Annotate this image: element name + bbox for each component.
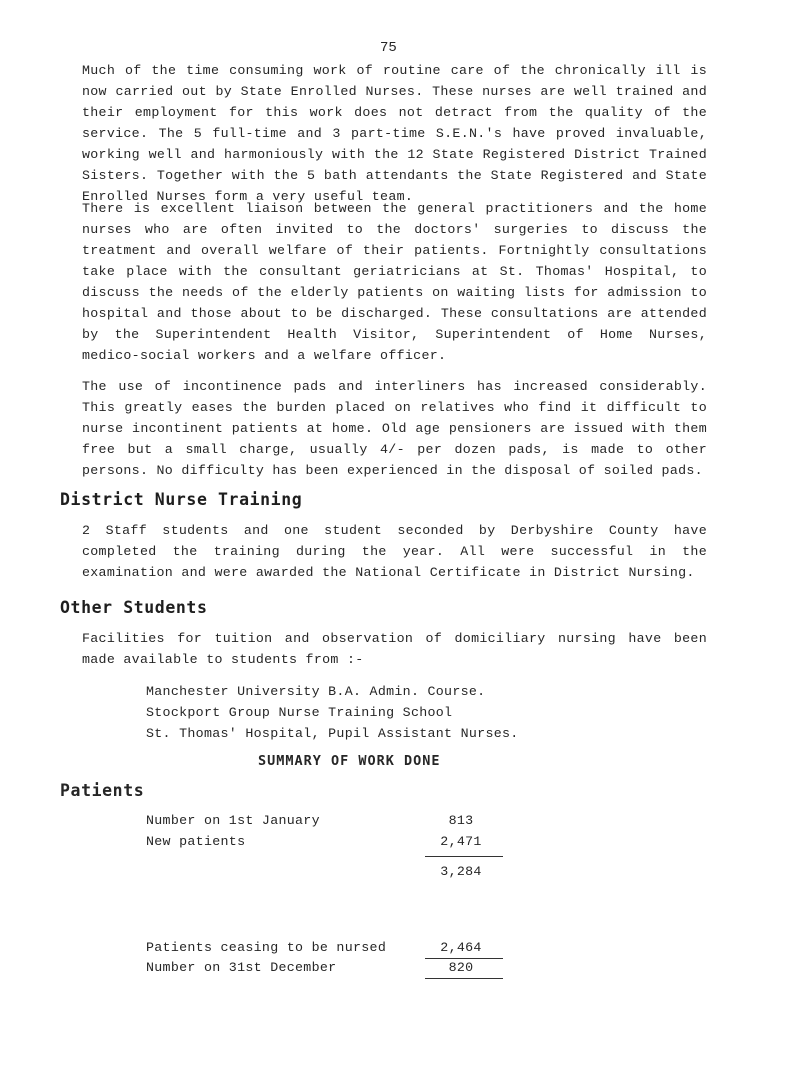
- paragraph-liaison: There is excellent liaison between the general practitioners and the home nurses who are often invited to the doctors' surgeries to discuss the treatment and overall welfare of their patients. Fortnightly consultations take place with the consultant geriatricians at St. Thomas' Hospital, to discuss the needs of the elderly patients on waiting lists for admission to hospital and those about to be discharged. These consultations are attended by the Superintendent Health Visitor, Superintendent of Home Nurses, medico-social workers and a welfare officer.: [82, 201, 707, 363]
- sum-rule: [425, 856, 503, 857]
- heading-other-students: Other Students: [60, 598, 208, 617]
- stat-label-jan1: Number on 1st January: [146, 813, 320, 828]
- stat-value-new: 2,471: [440, 834, 482, 849]
- stat-value-dec31: 820: [448, 960, 474, 975]
- list-item: St. Thomas' Hospital, Pupil Assistant Nurses.: [146, 726, 519, 741]
- paragraph-district-training: 2 Staff students and one student seconded by Derbyshire County have completed the training during the year. All were successful in the examination and were awarded the National Certificate in District Nursing.: [82, 523, 707, 580]
- subtraction-rule: [425, 958, 503, 959]
- total-rule: [425, 978, 503, 979]
- heading-district-nurse-training: District Nurse Training: [60, 490, 303, 509]
- summary-title: SUMMARY OF WORK DONE: [258, 753, 441, 769]
- paragraph-other-students: Facilities for tuition and observation of domiciliary nursing have been made available to students from :-: [82, 631, 707, 667]
- page-number: 75: [380, 40, 397, 56]
- stat-value-total: 3,284: [440, 864, 482, 879]
- stat-label-dec31: Number on 31st December: [146, 960, 337, 975]
- paragraph-incontinence-pads: The use of incontinence pads and interliners has increased considerably. This greatly eases the burden placed on relatives who find it difficult to nurse incontinent patients at home. Old age pensioners are issued with them free but a small charge, usually 4/- per dozen pads, is made to other persons. No difficulty has been experienced in the disposal of soiled pads.: [82, 379, 707, 478]
- stat-value-jan1: 813: [448, 813, 474, 828]
- patients-heading: Patients: [60, 781, 145, 800]
- students-list: [146, 681, 519, 744]
- list-item: Manchester University B.A. Admin. Course.: [146, 684, 486, 699]
- stat-label-ceasing: Patients ceasing to be nursed: [146, 940, 387, 955]
- stat-value-ceasing: 2,464: [440, 940, 482, 955]
- stat-label-new: New patients: [146, 834, 246, 849]
- paragraph-enrolled-nurses: Much of the time consuming work of routine care of the chronically ill is now carried out by State Enrolled Nurses. These nurses are well trained and their employment for this work does not detract from the quality of the service. The 5 full-time and 3 part-time S.E.N.'s have proved invaluable, working well and harmoniously with the 12 State Registered District Trained Sisters. Together with the 5 bath attendants the State Registered and State Enrolled Nurses form a very useful team.: [82, 63, 707, 204]
- list-item: Stockport Group Nurse Training School: [146, 705, 453, 720]
